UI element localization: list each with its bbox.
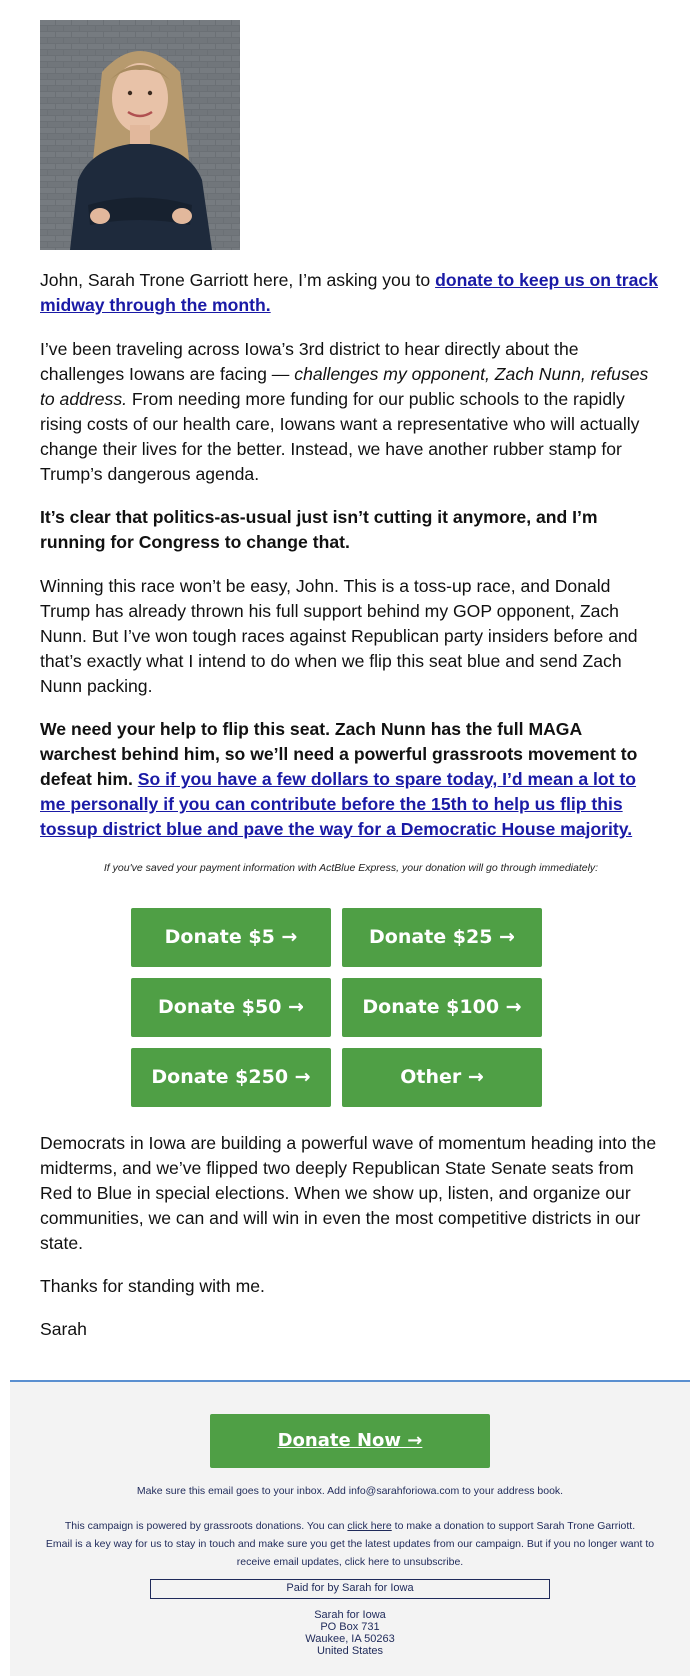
donate-link[interactable]: donate to keep us on track midway through the month. xyxy=(40,270,658,315)
donate-5-button[interactable]: Donate $5 → xyxy=(131,908,331,967)
signature: Sarah xyxy=(40,1319,87,1339)
powered-start: This campaign is powered by grassroots donations. You can xyxy=(64,1520,348,1532)
powered-end: to make a donation to support Sarah Trone Garriott. xyxy=(391,1520,636,1532)
body-paragraph-running xyxy=(40,505,662,555)
body-paragraph-traveling xyxy=(40,337,662,487)
body-paragraph-help xyxy=(40,717,662,842)
greeting-paragraph xyxy=(40,268,662,318)
candidate-photo xyxy=(40,20,240,250)
para2-italic: challenges my opponent, Zach Nunn, refuses to address. xyxy=(40,364,649,409)
inbox-note: Make sure this email goes to your inbox. Add info@sarahforiowa.com to your address book. xyxy=(136,1485,564,1497)
actblue-note: If you've saved your payment information with ActBlue Express, your donation will go through immediately: xyxy=(103,862,599,874)
paid-for-by-box: Paid for by Sarah for Iowa xyxy=(150,1579,550,1599)
click-here-link[interactable]: click here xyxy=(347,1520,392,1532)
contribute-link[interactable]: So if you have a few dollars to spare today, I’d mean a lot to me personally if you can contribute before the 15th to help us flip this tossup district blue and pave the way for a Democratic House majority. xyxy=(40,769,637,839)
donate-250-button[interactable]: Donate $250 → xyxy=(131,1048,331,1107)
body-paragraph-race: Winning this race won’t be easy, John. This is a toss-up race, and Donald Trump has already thrown his full support behind my GOP opponent, Zach Nunn. But I’ve won tough races against Republican party insiders before and that’s exactly what I intend to do when we flip this seat blue and send Zach Nunn packing. xyxy=(40,576,638,696)
address-city: Waukee, IA 50263 xyxy=(305,1633,395,1645)
address-po-box: PO Box 731 xyxy=(320,1621,380,1633)
donate-100-button[interactable]: Donate $100 → xyxy=(342,978,542,1037)
greeting-text: John, Sarah Trone Garriott here, I’m asking you to xyxy=(40,270,436,290)
footer xyxy=(10,1380,690,1676)
mailing-address xyxy=(30,1609,670,1657)
para5-bold: We need your help to flip this seat. Zach Nunn has the full MAGA warchest behind him, so we’ll need a powerful grassroots movement to defeat him. xyxy=(40,719,638,789)
powered-note xyxy=(30,1517,670,1571)
address-country: United States xyxy=(316,1645,384,1657)
donate-now-button[interactable]: Donate Now → xyxy=(210,1414,490,1468)
para2-end: From needing more funding for our public schools to the rapidly rising costs of our health care, Iowans want a representative who will actually change their lives for the better. Instead, we have another rubber stamp for Trump’s dangerous agenda. xyxy=(40,389,640,484)
para2-start: I’ve been traveling across Iowa’s 3rd district to hear directly about the challenges Iowans are facing — xyxy=(40,339,579,384)
address-org: Sarah for Iowa xyxy=(314,1609,386,1621)
body-paragraph-momentum: Democrats in Iowa are building a powerful wave of momentum heading into the midterms, and we’ve flipped two deeply Republican State Senate seats from Red to Blue in special elections. When we show up, listen, and organize our communities, we can and will win in even the most competitive districts in our state. xyxy=(40,1133,657,1253)
thanks-paragraph: Thanks for standing with me. xyxy=(40,1276,265,1296)
unsubscribe-note[interactable]: Email is a key way for us to stay in touch and make sure you get the latest updates from our campaign. But if you no longer want to receive email updates, click here to unsubscribe. xyxy=(45,1538,655,1568)
donate-25-button[interactable]: Donate $25 → xyxy=(342,908,542,967)
donate-50-button[interactable]: Donate $50 → xyxy=(131,978,331,1037)
para3-bold: It’s clear that politics-as-usual just isn’t cutting it anymore, and I’m running for Congress to change that. xyxy=(40,507,598,552)
donate-other-button[interactable]: Other → xyxy=(342,1048,542,1107)
